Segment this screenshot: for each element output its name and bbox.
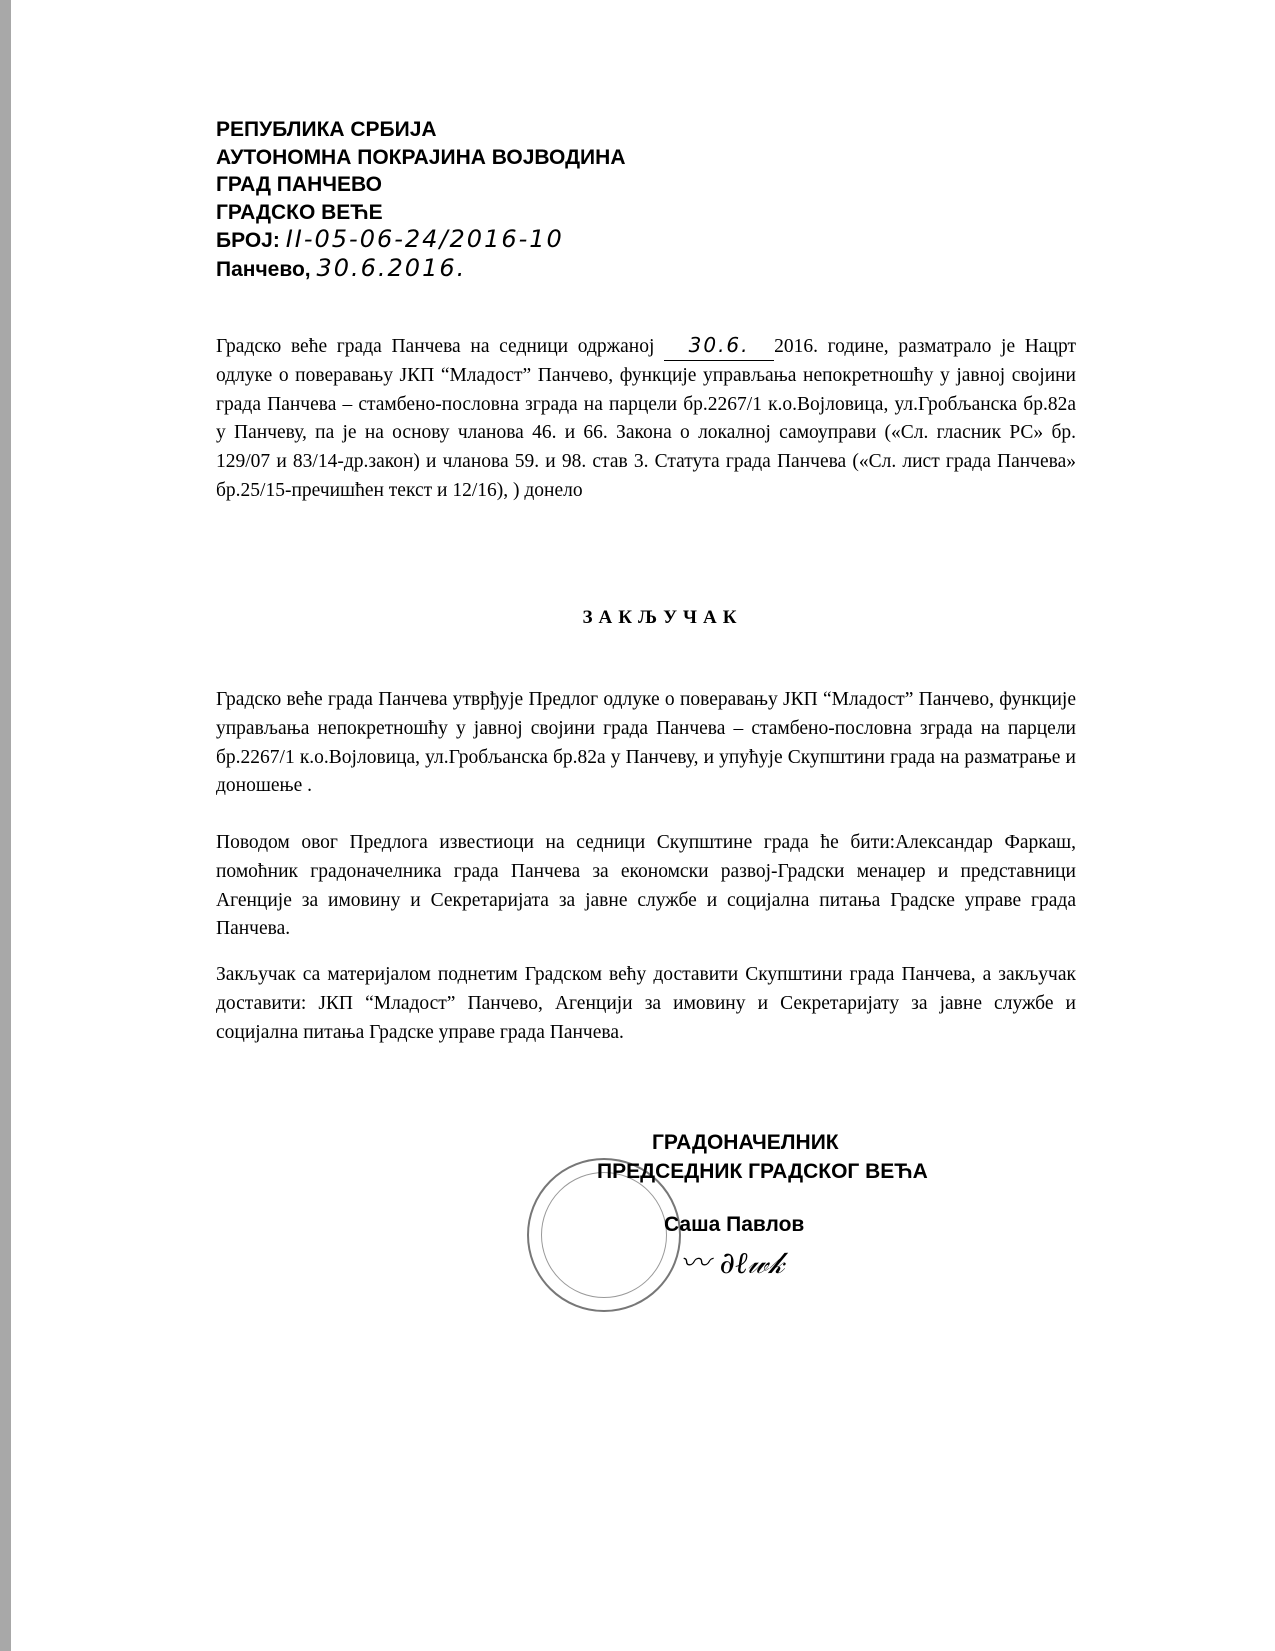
- header-line: АУТОНОМНА ПОКРАЈИНА ВОЈВОДИНА: [216, 145, 626, 169]
- date-value: 30.6.2016.: [316, 253, 467, 282]
- scan-edge: [0, 0, 11, 1651]
- number-label: БРОЈ:: [216, 229, 280, 252]
- letterhead: [216, 116, 625, 283]
- header-line: РЕПУБЛИКА СРБИЈА: [216, 118, 437, 141]
- number-value: II-05-06-24/2016-10: [285, 225, 564, 253]
- document-title: ЗАКЉУЧАК: [582, 607, 743, 628]
- document-number: [216, 226, 625, 255]
- signatory-title: ГРАДОНАЧЕЛНИК: [652, 1131, 839, 1154]
- paragraph: Градско веће града Панчева утврђује Предлог одлуке о поверавању ЈКП “Младост” Панчево, функције управљања непокретношћу у јавној својини града Панчева – стамбено-пословна зграда на парцели бр.2267/1 к.о.Војловица, ул.Гробљанска бр.82а у Панчеву, и упућује Скупштини града на разматрање и доношење .: [216, 689, 1076, 797]
- place-label: Панчево,: [216, 257, 311, 281]
- header-line: ГРАДСКО ВЕЋЕ: [216, 200, 383, 224]
- intro-text: 2016. године, разматрало је Нацрт одлуке о поверавању ЈКП “Младост” Панчево, функције управљања непокретношћу у јавној својини града Панчева – стамбено-пословна зграда на парцели бр.2267/1 к.о.Војловица, ул.Гробљанска бр.82а у Панчеву, па је на основу чланова 46. и 66. Закона о локалној самоуправи («Сл. гласник РС» бр. 129/07 и 83/14-др.закон) и чланова 59. и 98. став 3. Статута града Панчева («Сл. лист града Панчева» бр.25/15-пречишћен текст и 12/16), ) донело: [216, 336, 1076, 501]
- signatory-title: ПРЕДСЕДНИК ГРАДСКОГ ВЕЋА: [597, 1160, 928, 1183]
- paragraph: Поводом овог Предлога известиоци на седници Скупштине града ће бити:Александар Фаркаш, помоћник градоначелника града Панчева за економски развој-Градски менаџер и представници Агенције за имовину и Секретаријата за јавне службе и социјална питања Градске управе града Панчева.: [216, 832, 1076, 940]
- meeting-date: 30.6.: [664, 331, 774, 361]
- intro-paragraph: [216, 331, 1076, 506]
- handwritten-signature: 〰 ∂ℓ𝓌𝓀: [680, 1246, 785, 1281]
- intro-text: Градско веће града Панчева на седници одржаној: [216, 336, 665, 357]
- signature-block: [597, 1128, 928, 1239]
- signatory-name: Саша Павлов: [664, 1213, 805, 1236]
- header-line: ГРАД ПАНЧЕВО: [216, 173, 382, 196]
- paragraph: Закључак са материјалом поднетим Градском већу доставити Скупштини града Панчева, а закључак доставити: ЈКП “Младост” Панчево, Агенцији за имовину и Секретаријату за јавне службе и социјална питања Градске управе града Панчева.: [216, 964, 1076, 1043]
- place-date: [216, 255, 625, 284]
